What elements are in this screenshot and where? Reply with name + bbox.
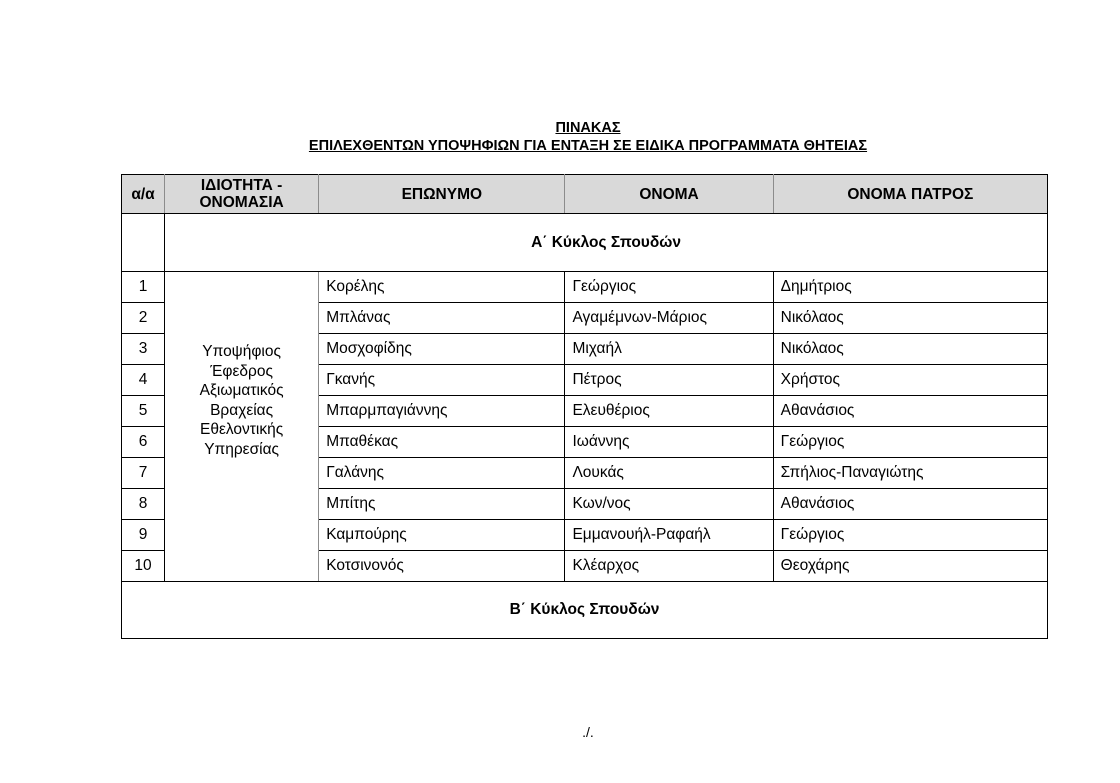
title-line-1: ΠΙΝΑΚΑΣ	[555, 120, 621, 136]
name-cell: Λουκάς	[565, 458, 773, 489]
surname-cell: Μοσχοφίδης	[319, 334, 565, 365]
father-name-cell: Γεώργιος	[773, 427, 1047, 458]
section-b-row	[122, 582, 1048, 639]
name-cell: Γεώργιος	[565, 272, 773, 303]
name-cell: Ιωάννης	[565, 427, 773, 458]
surname-cell: Γκανής	[319, 365, 565, 396]
role-line5: Εθελοντικής	[200, 421, 284, 438]
name-cell: Εμμανουήλ-Ραφαήλ	[565, 520, 773, 551]
header-father-name: ΟΝΟΜΑ ΠΑΤΡΟΣ	[773, 175, 1047, 214]
candidates-table	[121, 174, 1048, 639]
row-number: 8	[122, 489, 165, 520]
role-line6: Υπηρεσίας	[204, 440, 280, 458]
role-line4: Βραχείας	[210, 401, 274, 419]
name-cell: Κλέαρχος	[565, 551, 773, 582]
surname-cell: Μπαθέκας	[319, 427, 565, 458]
header-role	[165, 175, 319, 214]
table-header-row	[122, 175, 1048, 214]
section-b-label: Β΄ Κύκλος Σπουδών	[122, 582, 1048, 639]
header-surname: ΕΠΩΝΥΜΟ	[319, 175, 565, 214]
row-number: 3	[122, 334, 165, 365]
name-cell: Κων/νος	[565, 489, 773, 520]
father-name-cell: Γεώργιος	[773, 520, 1047, 551]
row-number: 5	[122, 396, 165, 427]
header-aa: α/α	[122, 175, 165, 214]
section-a-label: Α΄ Κύκλος Σπουδών	[165, 214, 1048, 272]
continuation-mark: ./.	[582, 724, 594, 740]
father-name-cell: Σπήλιος-Παναγιώτης	[773, 458, 1047, 489]
role-line2: Έφεδρος	[210, 362, 273, 380]
surname-cell: Γαλάνης	[319, 458, 565, 489]
name-cell: Μιχαήλ	[565, 334, 773, 365]
father-name-cell: Αθανάσιος	[773, 396, 1047, 427]
name-cell: Πέτρος	[565, 365, 773, 396]
surname-cell: Κοτσινονός	[319, 551, 565, 582]
name-cell: Ελευθέριος	[565, 396, 773, 427]
header-role-line2: ΟΝΟΜΑΣΙΑ	[199, 194, 284, 211]
role-line1: Υποψήφιος	[202, 343, 281, 360]
father-name-cell: Δημήτριος	[773, 272, 1047, 303]
row-number: 2	[122, 303, 165, 334]
row-number: 4	[122, 365, 165, 396]
surname-cell: Μπίτης	[319, 489, 565, 520]
father-name-cell: Νικόλαος	[773, 303, 1047, 334]
father-name-cell: Αθανάσιος	[773, 489, 1047, 520]
father-name-cell: Νικόλαος	[773, 334, 1047, 365]
document-title	[0, 119, 1120, 155]
header-name: ΟΝΟΜΑ	[565, 175, 773, 214]
surname-cell: Κορέλης	[319, 272, 565, 303]
surname-cell: Καμπούρης	[319, 520, 565, 551]
header-role-line1: ΙΔΙΟΤΗΤΑ -	[200, 177, 283, 194]
section-a-aa-cell	[122, 214, 165, 272]
row-number: 1	[122, 272, 165, 303]
father-name-cell: Χρήστος	[773, 365, 1047, 396]
row-number: 10	[122, 551, 165, 582]
section-a-row	[122, 214, 1048, 272]
surname-cell: Μπαρμπαγιάννης	[319, 396, 565, 427]
table-row	[122, 272, 1048, 303]
father-name-cell: Θεοχάρης	[773, 551, 1047, 582]
title-line-2: ΕΠΙΛΕΧΘΕΝΤΩΝ ΥΠΟΨΗΦΙΩΝ ΓΙΑ ΕΝΤΑΞΗ ΣΕ ΕΙΔΙΚΑ ΠΡΟΓΡΑΜΜΑΤΑ ΘΗΤΕΙΑΣ	[308, 138, 868, 154]
surname-cell: Μπλάνας	[319, 303, 565, 334]
row-number: 9	[122, 520, 165, 551]
name-cell: Αγαμέμνων-Μάριος	[565, 303, 773, 334]
role-cell	[165, 272, 319, 582]
row-number: 7	[122, 458, 165, 489]
role-line3: Αξιωματικός	[199, 382, 284, 399]
row-number: 6	[122, 427, 165, 458]
